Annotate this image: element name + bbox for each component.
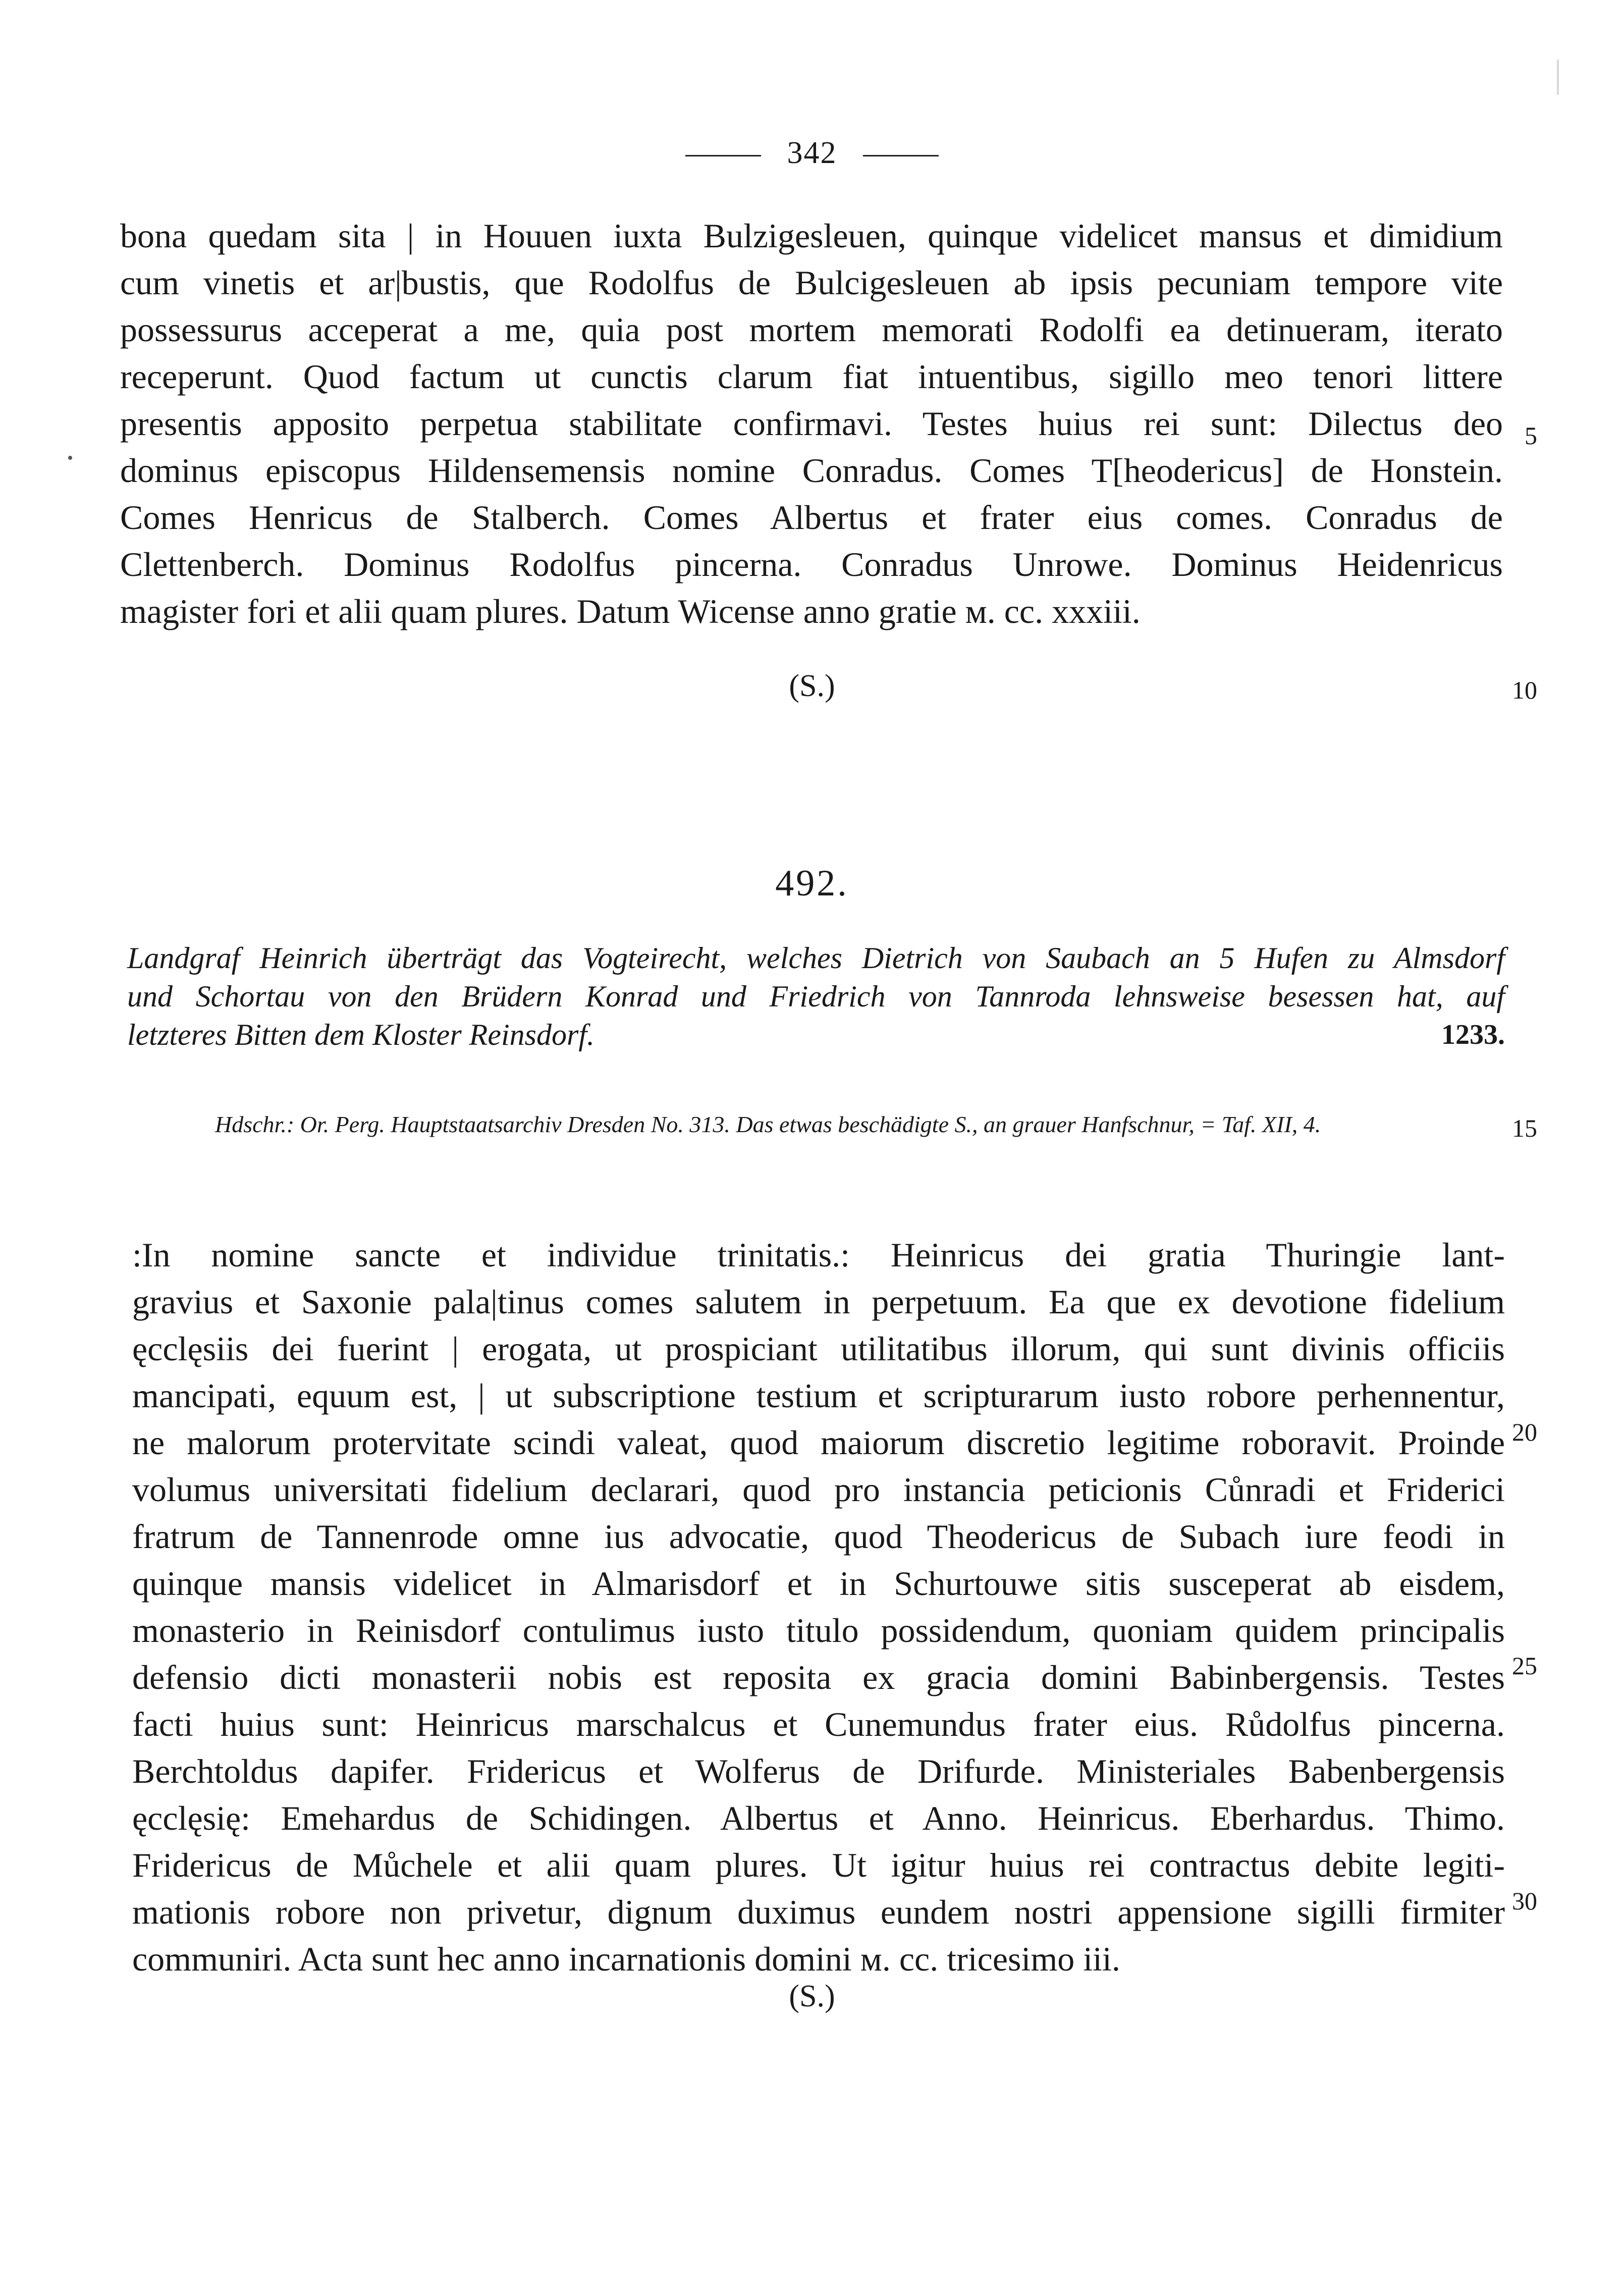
text-line: ęcclęsię: Emehardus de Schidingen. Albertus et Anno. Heinricus. Eberhardus. Thimo. [132,1799,1505,1837]
document-summary [127,939,1505,1054]
text-line: volumus universitati fidelium declarari, quod pro instancia peticionis Cůnradi et Friderici [132,1470,1505,1509]
margin-dot [68,456,72,460]
text-line: ęcclęsiis dei fuerint | erogata, ut prospiciant utilitatibus illorum, qui sunt divinis officiis [132,1330,1505,1368]
scan-edge-mark [1557,60,1559,95]
document-number: 492. [775,863,849,904]
text-line: Fridericus de Můchele et alii quam plures. Ut igitur huius rei contractus debite legiti- [132,1846,1505,1884]
text-line: mancipati, equum est, | ut subscriptione testium et scripturarum iusto robore perhennentur, [132,1376,1505,1415]
source-note: Hdschr.: Or. Perg. Hauptstaatsarchiv Dresden No. 313. Das etwas beschädigte S., an grauer Hanfschnur, = Taf. XII, 4. [215,1111,1321,1137]
summary-line: letzteres Bitten dem Kloster Reinsdorf. [127,1018,594,1051]
text-line: cum vinetis et ar|bustis, que Rodolfus de Bulcigesleuen ab ipsis pecuniam tempore vite [120,263,1503,302]
continuation-text [120,212,1503,703]
header-left-rule [685,155,761,156]
text-line: receperunt. Quod factum ut cunctis clarum fiat intuentibus, sigillo meo tenori littere [120,357,1503,396]
text-line: magister fori et alii quam plures. Datum Wicense anno gratie ᴍ. cc. xxxiii. [120,592,1141,630]
text-line: quinque mansis videlicet in Almarisdorf et in Schurtouwe sitis susceperat ab eisdem, [132,1564,1505,1603]
text-line: Berchtoldus dapifer. Fridericus et Wolferus de Drifurde. Ministeriales Babenbergensis [132,1752,1505,1790]
text-line: facti huius sunt: Heinricus marschalcus et Cunemundus frater eius. Růdolfus pincerna. [132,1705,1505,1743]
text-line: defensio dicti monasterii nobis est reposita ex gracia domini Babinbergensis. Testes [132,1658,1505,1696]
line-number-10: 10 [1512,676,1537,704]
text-line: presentis apposito perpetua stabilitate confirmavi. Testes huius rei sunt: Dilectus deo [120,404,1503,443]
line-number-5: 5 [1525,421,1537,450]
text-line: dominus episcopus Hildensemensis nomine Conradus. Comes T[heodericus] de Honstein. [120,451,1503,490]
text-line: Clettenberch. Dominus Rodolfus pincerna. Conradus Unrowe. Dominus Heidenricus [120,545,1503,583]
page-number: 342 [787,136,837,170]
text-line: fratrum de Tannenrode omne ius advocatie, quod Theodericus de Subach iure feodi in [132,1517,1505,1556]
text-line: mationis robore non privetur, dignum duximus eundem nostri appensione sigilli firmiter [132,1893,1505,1931]
line-number-15: 15 [1512,1114,1537,1142]
header-right-rule [863,155,939,156]
text-line: ne malorum protervitate scindi valeat, quod maiorum discretio legitime roboravit. Proinde [132,1423,1505,1462]
text-line: gravius et Saxonie pala|tinus comes salutem in perpetuum. Ea que ex devotione fidelium [132,1283,1505,1321]
line-number-25: 25 [1512,1652,1537,1680]
summary-line-last [127,1016,1505,1054]
seal-mark: (S.) [789,1979,835,2013]
text-line: :In nomine sancte et individue trinitatis.: Heinricus dei gratia Thuringie lant- [132,1236,1505,1274]
text-line: possessurus acceperat a me, quia post mortem memorati Rodolfi ea detinueram, iterato [120,310,1503,349]
seal-mark: (S.) [789,669,835,703]
text-line: bona quedam sita | in Houuen iuxta Bulzigesleuen, quinque videlicet mansus et dimidium [120,217,1503,255]
line-number-20: 20 [1512,1418,1537,1446]
summary-line: Landgraf Heinrich überträgt das Vogteirecht, welches Dietrich von Saubach an 5 Hufen zu Almsdorf [127,941,1505,975]
text-line: monasterio in Reinisdorf contulimus iusto titulo possidendum, quoniam quidem principalis [132,1611,1505,1650]
document-body [132,1232,1505,2013]
line-number-30: 30 [1512,1887,1537,1915]
summary-line: und Schortau von den Brüdern Konrad und Friedrich von Tannroda lehnsweise besessen hat, auf [127,980,1505,1013]
text-line: Comes Henricus de Stalberch. Comes Albertus et frater eius comes. Conradus de [120,498,1503,537]
document-year: 1233. [1441,1019,1505,1050]
text-line: communiri. Acta sunt hec anno incarnationis domini ᴍ. cc. tricesimo iii. [132,1940,1120,1978]
page-header [0,135,1624,171]
